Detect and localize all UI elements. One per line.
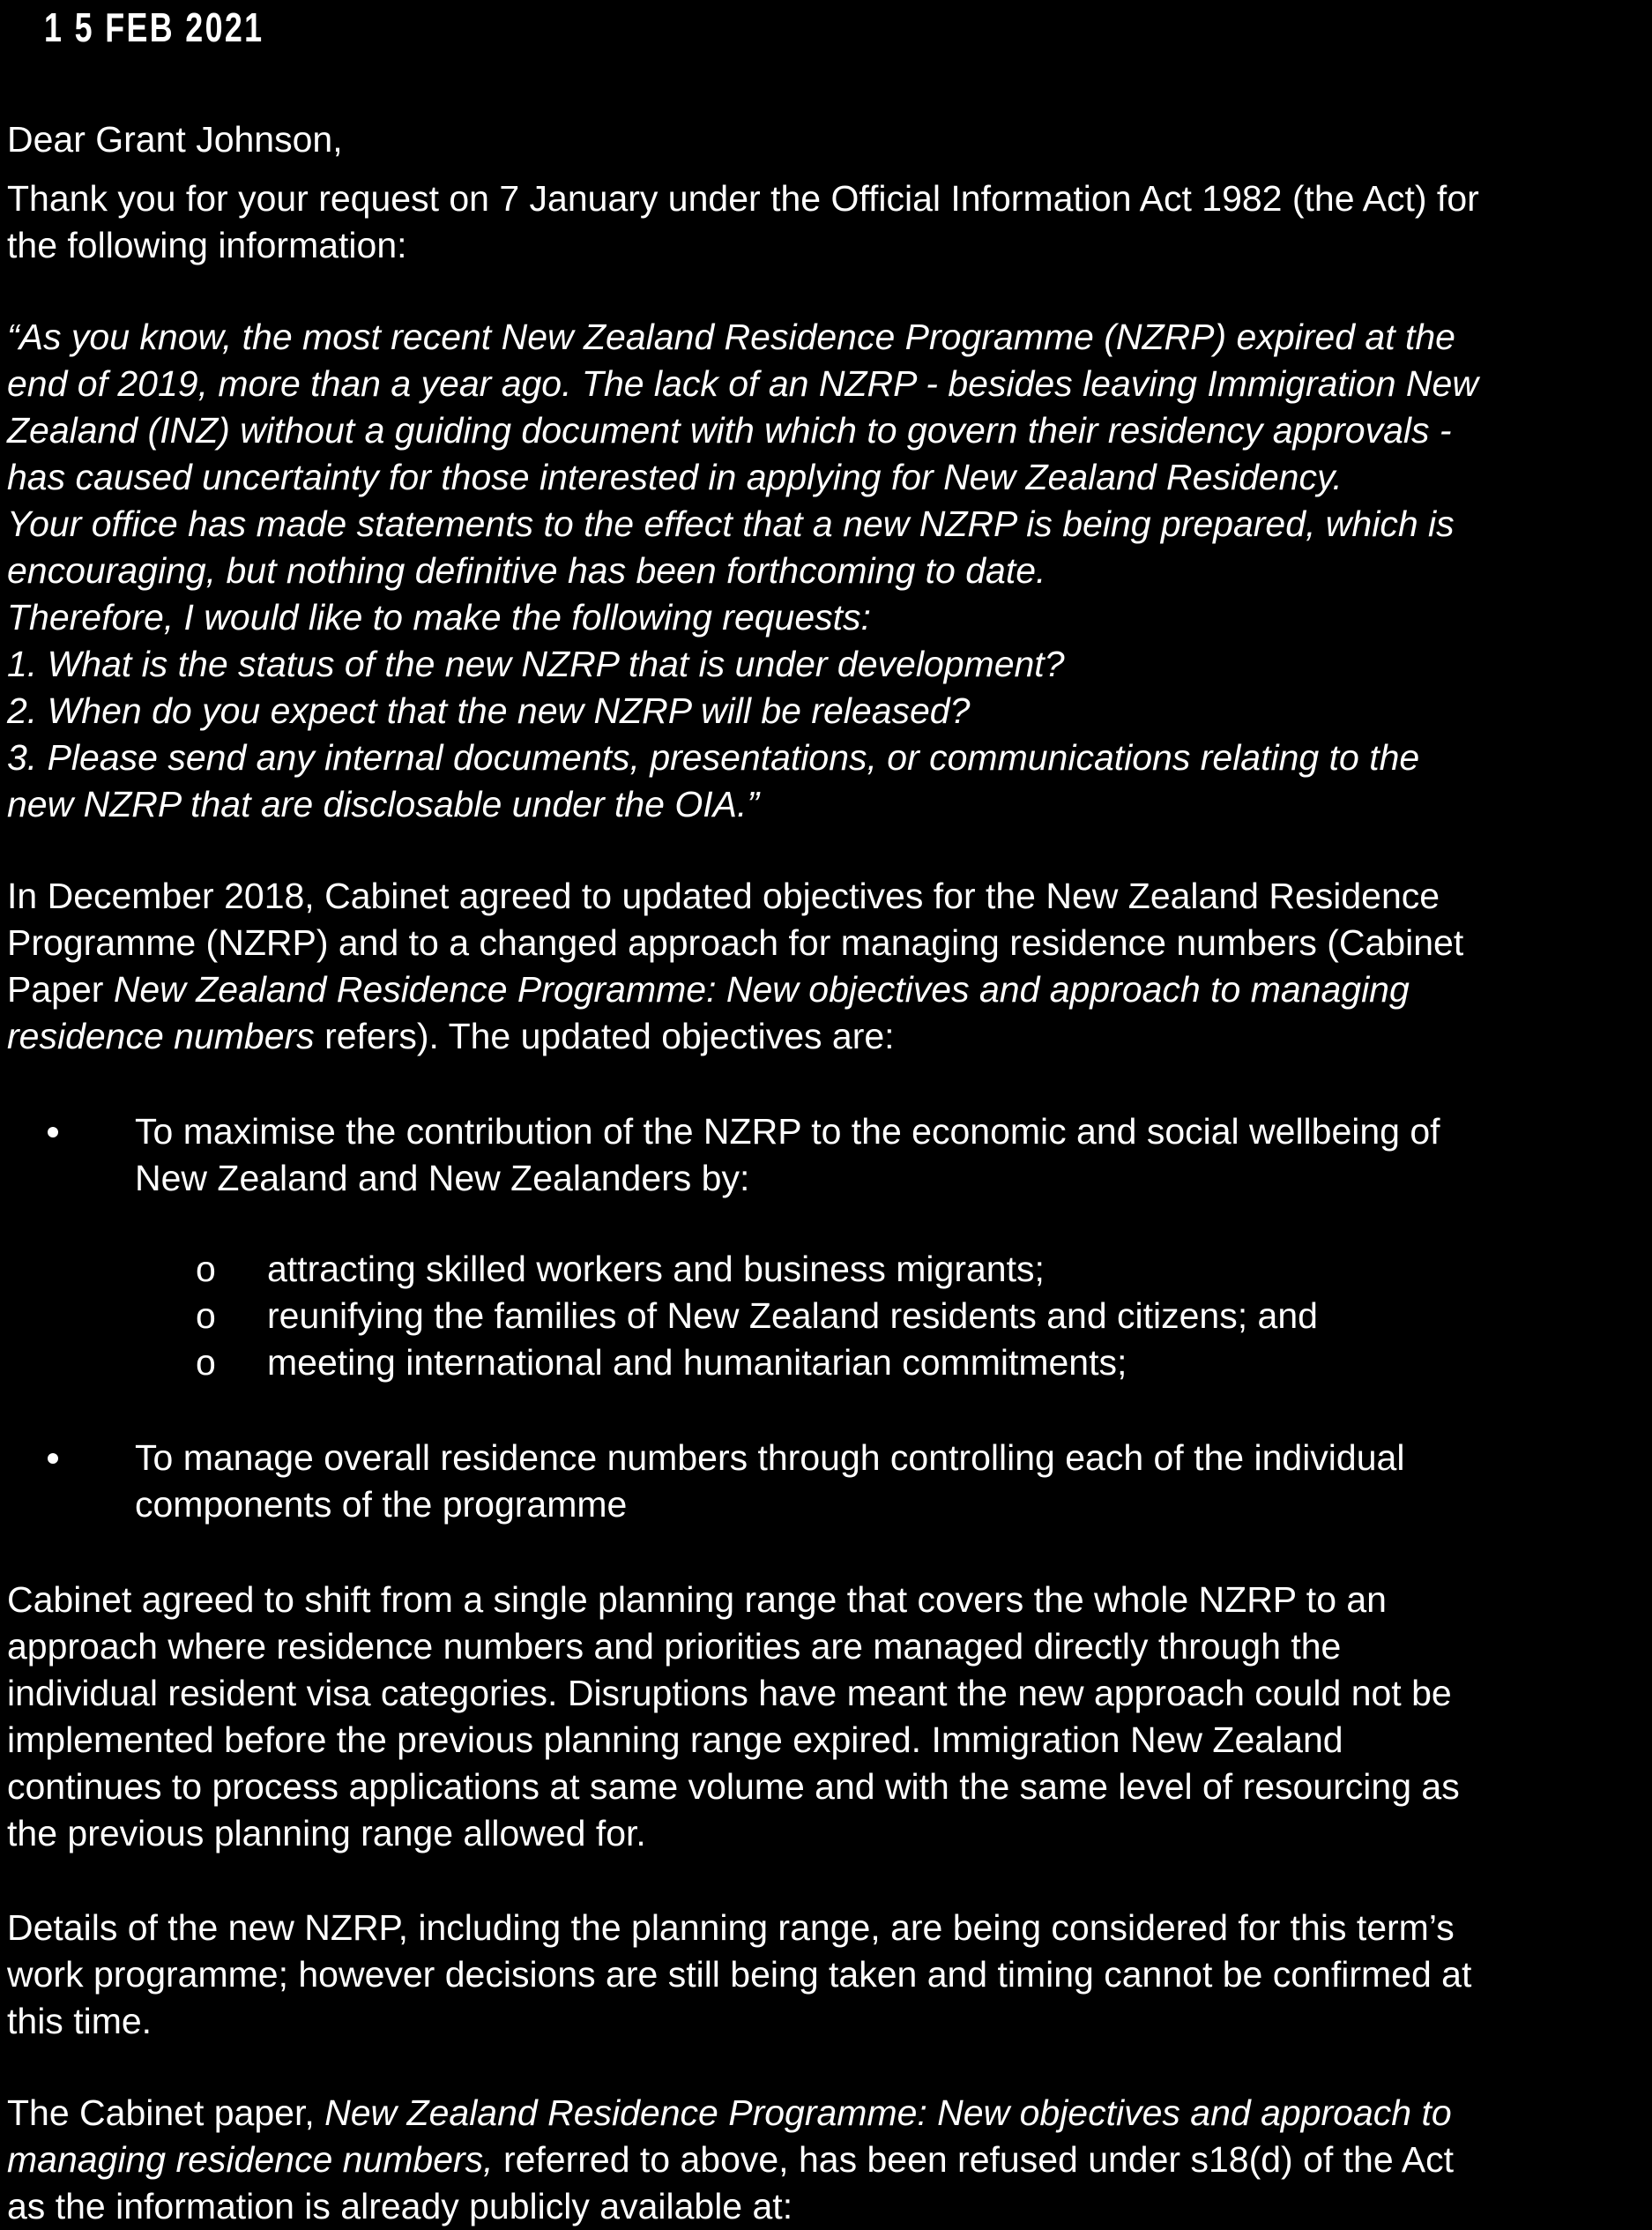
refusal-paragraph bbox=[7, 2090, 1454, 2230]
text-line bbox=[7, 1998, 1471, 2045]
text-line bbox=[7, 1810, 1460, 1857]
text-line bbox=[7, 501, 1478, 548]
italic-text: has caused uncertainty for those interested in applying for New Zealand Residency. bbox=[7, 457, 1343, 497]
italic-text: encouraging, but nothing definitive has been forthcoming to date. bbox=[7, 550, 1046, 591]
text-line bbox=[7, 966, 1463, 1013]
text: Thank you for your request on 7 January under the Official Information Act 1982 (the Act) for bbox=[7, 178, 1479, 219]
italic-text: managing residence numbers, bbox=[7, 2139, 494, 2180]
text-line bbox=[7, 2090, 1454, 2137]
text: this time. bbox=[7, 2001, 153, 2041]
text: referred to above, has been refused under s18(d) of the Act bbox=[493, 2139, 1455, 2180]
text-line bbox=[7, 314, 1478, 361]
text-line bbox=[7, 407, 1478, 454]
text: The Cabinet paper, bbox=[7, 2092, 325, 2133]
text-line bbox=[7, 1623, 1460, 1670]
text: the previous planning range allowed for. bbox=[7, 1813, 646, 1853]
text-line bbox=[7, 594, 1478, 641]
text: In December 2018, Cabinet agreed to updated objectives for the New Zealand Residence bbox=[7, 876, 1440, 916]
text: Details of the new NZRP, including the planning range, are being considered for this term’s bbox=[7, 1907, 1455, 1948]
bullet-icon bbox=[48, 1453, 58, 1464]
text-line bbox=[7, 920, 1463, 966]
cabinet-paragraph bbox=[7, 873, 1463, 1060]
bullet-text: To manage overall residence numbers through controlling each of the individual bbox=[135, 1437, 1405, 1478]
bullet-text: To maximise the contribution of the NZRP to the economic and social wellbeing of bbox=[135, 1111, 1440, 1152]
text: Programme (NZRP) and to a changed approach for managing residence numbers (Cabinet bbox=[7, 922, 1464, 963]
italic-text: 1. What is the status of the new NZRP that is under development? bbox=[7, 644, 1065, 684]
text-line bbox=[7, 1717, 1460, 1764]
bullet-text: New Zealand and New Zealanders by: bbox=[135, 1158, 750, 1198]
text-line bbox=[7, 222, 1479, 269]
text-line bbox=[7, 548, 1478, 594]
text-line bbox=[7, 361, 1478, 407]
italic-text: new NZRP that are disclosable under the OIA.” bbox=[7, 784, 760, 824]
bullet-icon bbox=[48, 1127, 58, 1137]
sub-bullet-text: meeting international and humanitarian commitments; bbox=[267, 1342, 1127, 1383]
text: Paper bbox=[7, 969, 114, 1010]
sub-bullet-text: attracting skilled workers and business migrants; bbox=[267, 1249, 1045, 1289]
text: refers). The updated objectives are: bbox=[314, 1016, 895, 1056]
intro-paragraph bbox=[7, 175, 1479, 269]
text-line bbox=[7, 1577, 1460, 1623]
italic-text: Therefore, I would like to make the following requests: bbox=[7, 597, 871, 638]
italic-text: New Zealand Residence Programme: New objectives and approach to bbox=[324, 2092, 1452, 2133]
text-line bbox=[7, 873, 1463, 920]
italic-text: New Zealand Residence Programme: New objectives and approach to managing bbox=[113, 969, 1410, 1010]
text: as the information is already publicly available at: bbox=[7, 2186, 793, 2226]
text-line bbox=[7, 1905, 1471, 1951]
salutation: Dear Grant Johnson, bbox=[7, 119, 343, 160]
italic-text: 2. When do you expect that the new NZRP will be released? bbox=[7, 690, 971, 731]
italic-text: 3. Please send any internal documents, presentations, or communications relating to the bbox=[7, 737, 1420, 778]
text: approach where residence numbers and priorities are managed directly through the bbox=[7, 1626, 1342, 1667]
text-line bbox=[7, 1670, 1460, 1717]
text: continues to process applications at same volume and with the same level of resourcing as bbox=[7, 1766, 1460, 1807]
italic-text: Your office has made statements to the effect that a new NZRP is being prepared, which is bbox=[7, 503, 1455, 544]
text: the following information: bbox=[7, 225, 407, 265]
text-line bbox=[7, 781, 1478, 828]
bullet-text: components of the programme bbox=[135, 1484, 628, 1525]
text-line bbox=[7, 1951, 1471, 1998]
text: implemented before the previous planning range expired. Immigration New Zealand bbox=[7, 1719, 1343, 1760]
text-line bbox=[7, 2183, 1454, 2230]
italic-text: Zealand (INZ) without a guiding document with which to govern their residency approvals - bbox=[7, 410, 1452, 451]
text: work programme; however decisions are still being taken and timing cannot be confirmed at bbox=[7, 1954, 1472, 1995]
text-line bbox=[7, 1013, 1463, 1060]
circle-bullet-icon: o bbox=[196, 1342, 216, 1383]
circle-bullet-icon: o bbox=[196, 1295, 216, 1336]
details-paragraph bbox=[7, 1905, 1471, 2045]
text-line bbox=[7, 175, 1479, 222]
text-line bbox=[7, 1764, 1460, 1810]
text-line bbox=[7, 2137, 1454, 2183]
text-line bbox=[7, 454, 1478, 501]
text: Cabinet agreed to shift from a single planning range that covers the whole NZRP to an bbox=[7, 1579, 1387, 1620]
text-line bbox=[7, 688, 1478, 735]
request-quote bbox=[7, 314, 1478, 828]
italic-text: end of 2019, more than a year ago. The lack of an NZRP - besides leaving Immigration New bbox=[7, 363, 1478, 404]
italic-text: “As you know, the most recent New Zealand Residence Programme (NZRP) expired at the bbox=[7, 317, 1455, 357]
circle-bullet-icon: o bbox=[196, 1249, 216, 1289]
text-line bbox=[7, 641, 1478, 688]
text-line bbox=[7, 735, 1478, 781]
shift-paragraph bbox=[7, 1577, 1460, 1857]
date-stamp: 1 5 FEB 2021 bbox=[44, 4, 264, 50]
italic-text: residence numbers bbox=[7, 1016, 315, 1056]
sub-bullet-text: reunifying the families of New Zealand residents and citizens; and bbox=[267, 1295, 1318, 1336]
text: individual resident visa categories. Disruptions have meant the new approach could not be bbox=[7, 1673, 1452, 1713]
